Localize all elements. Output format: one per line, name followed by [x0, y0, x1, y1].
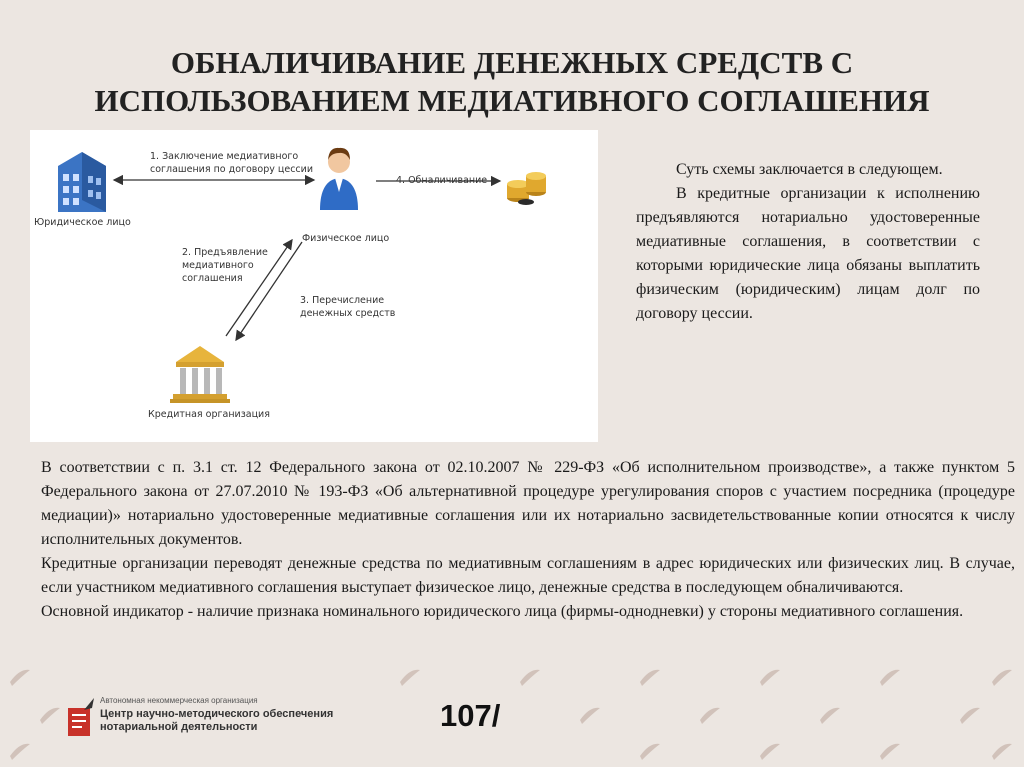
individual-label: Физическое лицо: [302, 233, 390, 244]
org-type-text: Автономная некоммерческая организация: [100, 696, 258, 705]
body-paragraph-3: Основной индикатор - наличие признака номинального юридического лица (фирмы-однодневки) у стороны медиативного соглашения.: [41, 603, 964, 620]
bank-icon: [170, 346, 230, 403]
org-logo: [66, 696, 356, 740]
step2-label: 2. Предъявление медиативного соглашения: [182, 247, 268, 284]
side-paragraph-2: В кредитные организации к исполнению предъявляются нотариально удостоверенные медиативные соглашения, в соответствии с которыми юридические лица обязаны выплатить физическим (юридическим) лицам долг по договору цессии.: [636, 185, 980, 322]
step3-label: 3. Перечисление денежных средств: [300, 295, 396, 319]
step1-label: 1. Заключение медиативного соглашения по договору цессии: [150, 151, 313, 175]
title-line-1: ОБНАЛИЧИВАНИЕ ДЕНЕЖНЫХ СРЕДСТВ С: [170, 45, 854, 80]
scheme-diagram: [30, 130, 598, 442]
diagram-graphics: [30, 130, 598, 442]
title-line-2: ИСПОЛЬЗОВАНИЕМ МЕДИАТИВНОГО СОГЛАШЕНИЯ: [94, 83, 930, 118]
legal-entity-label: Юридическое лицо: [34, 217, 131, 228]
coins-icon: [507, 172, 546, 205]
page-number: 107/: [440, 698, 501, 733]
person-icon: [320, 148, 358, 210]
legal-basis-text: [41, 456, 1015, 624]
body-paragraph-1: В соответствии с п. 3.1 ст. 12 Федерального закона от 02.10.2007 № 229-ФЗ «Об исполнительном производстве», а также пунктом 5 Федерального закона от 27.07.2010 № 193-ФЗ «Об альтернативной процедуре урегулирования споров с участием посредника (процедуре медиации)» нотариально удостоверенные медиативные соглашения или их нотариально засвидетельствованные копии относятся к числу исполнительных документов.: [41, 459, 1015, 548]
page-title: [0, 44, 1024, 120]
building-icon: [58, 152, 106, 212]
scheme-description: [636, 158, 980, 326]
credit-org-label: Кредитная организация: [148, 409, 270, 420]
side-paragraph-1: Суть схемы заключается в следующем.: [676, 161, 943, 178]
step4-label: 4. Обналичивание: [396, 175, 488, 186]
org-name: Центр научно-методического обеспечения нотариальной деятельности: [100, 708, 334, 733]
body-paragraph-2: Кредитные организации переводят денежные средства по медиативным соглашениям в адрес юридических или физических лиц. В случае, если участником медиативного соглашения выступает физическое лицо, денежные средства в последующем обналичиваются.: [41, 555, 1015, 596]
notary-logo-icon: [66, 698, 96, 738]
